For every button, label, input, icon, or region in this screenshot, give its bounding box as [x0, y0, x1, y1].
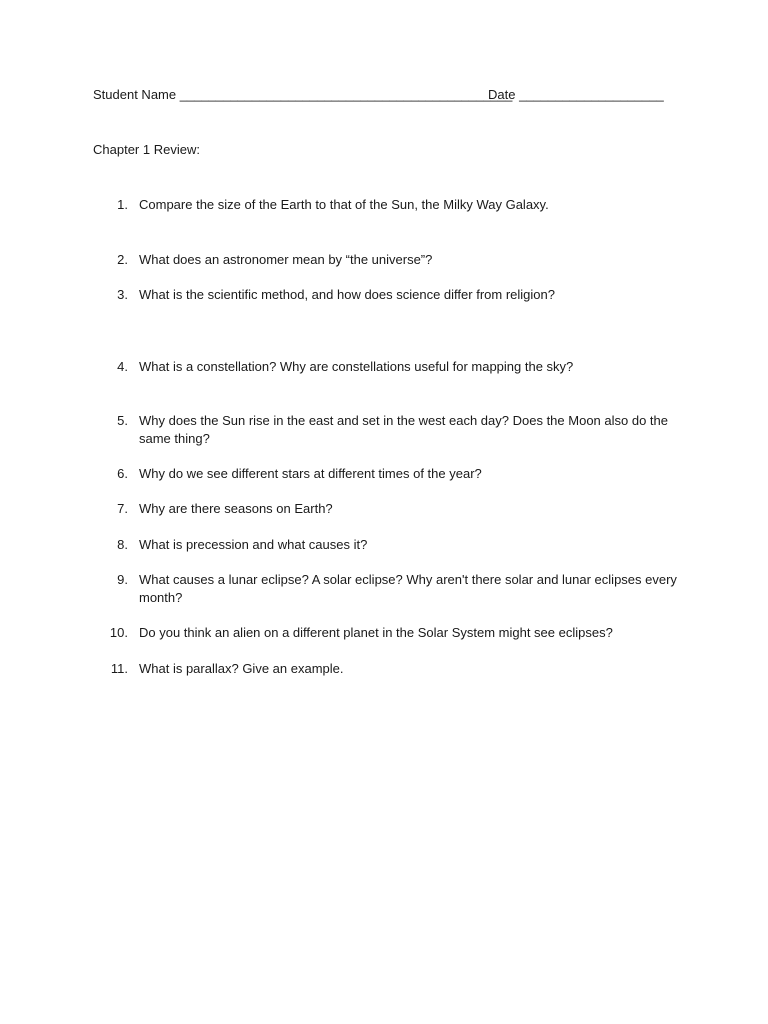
question-number: 8.	[117, 537, 128, 552]
question-text: Compare the size of the Earth to that of the Sun, the Milky Way Galaxy.	[139, 197, 549, 212]
question-text: What does an astronomer mean by “the universe”?	[139, 252, 433, 267]
page-title: Chapter 1 Review:	[93, 142, 200, 157]
question-text: What is precession and what causes it?	[139, 537, 368, 552]
question-number: 1.	[117, 197, 128, 212]
date-field: Date ____________________	[488, 87, 664, 102]
question-number: 5.	[117, 413, 128, 428]
question-text: What is parallax? Give an example.	[139, 661, 344, 676]
question-number: 7.	[117, 501, 128, 516]
student-name-field: Student Name ______________________________________________	[93, 87, 513, 102]
question-number: 9.	[117, 572, 128, 587]
question-text: What is a constellation? Why are constellations useful for mapping the sky?	[139, 359, 574, 374]
question-text: Why do we see different stars at different times of the year?	[139, 466, 482, 481]
question-number: 6.	[117, 466, 128, 481]
question-text: What is the scientific method, and how does science differ from religion?	[139, 287, 555, 302]
question-number: 4.	[117, 359, 128, 374]
question-number: 2.	[117, 252, 128, 267]
question-number: 3.	[117, 287, 128, 302]
question-number: 10.	[109, 625, 128, 640]
question-text: Do you think an alien on a different planet in the Solar System might see eclipses?	[139, 625, 613, 640]
question-text: Why are there seasons on Earth?	[139, 501, 333, 516]
question-text: Why does the Sun rise in the east and set in the west each day? Does the Moon also do the same thing?	[139, 413, 668, 446]
question-text: What causes a lunar eclipse? A solar eclipse? Why aren't there solar and lunar eclipses every month?	[139, 572, 677, 605]
question-number: 11.	[110, 661, 128, 676]
